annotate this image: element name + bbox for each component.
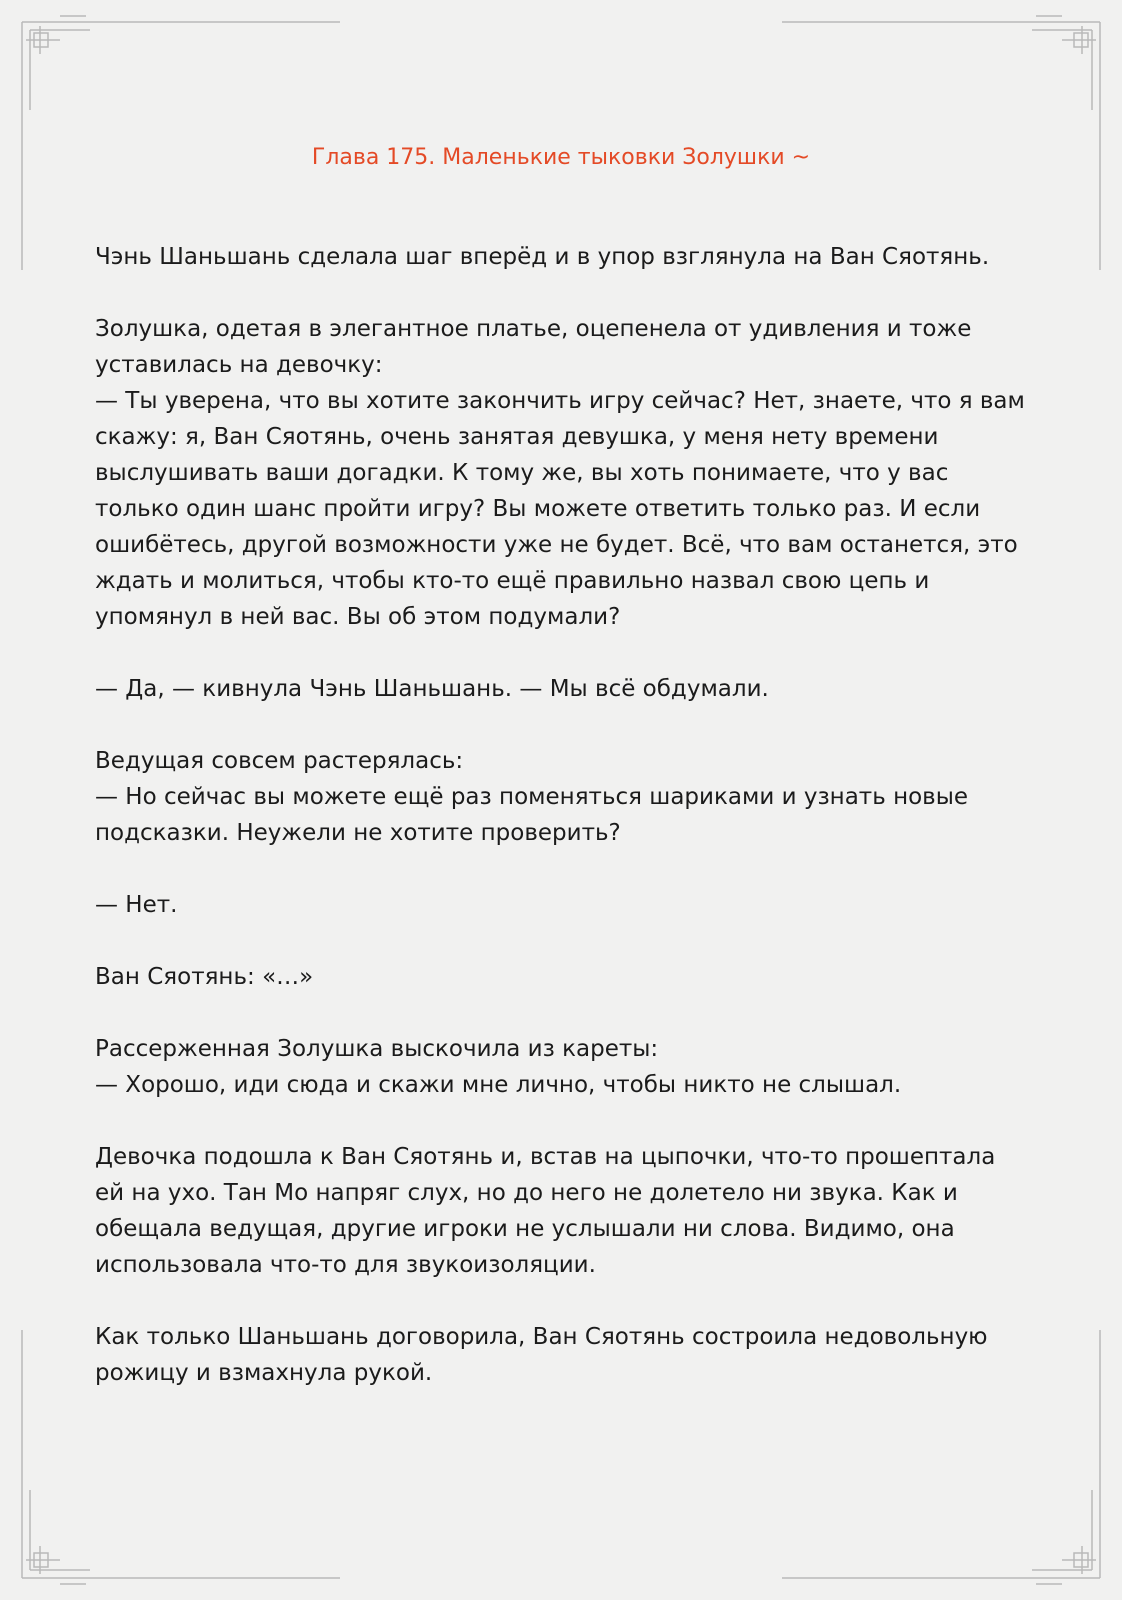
text-line: выслушивать ваши догадки. К тому же, вы хоть понимаете, что у вас [95, 460, 949, 486]
paragraph [95, 887, 1035, 923]
text-line: Чэнь Шаньшань сделала шаг вперёд и в упор взглянула на Ван Сяотянь. [95, 244, 990, 270]
text-line: — Хорошо, иди сюда и скажи мне лично, чтобы никто не слышал. [95, 1072, 902, 1098]
text-line: скажу: я, Ван Сяотянь, очень занятая девушка, у меня нету времени [95, 424, 939, 450]
chapter-body [95, 239, 1035, 1427]
text-line: ждать и молиться, чтобы кто-то ещё правильно назвал свою цепь и [95, 568, 930, 594]
text-line: упомянул в ней вас. Вы об этом подумали? [95, 604, 621, 630]
text-line: — Но сейчас вы можете ещё раз поменяться шариками и узнать новые [95, 784, 969, 810]
text-line: ей на ухо. Тан Мо напряг слух, но до него не долетело ни звука. Как и [95, 1180, 958, 1206]
paragraph [95, 743, 1035, 851]
chapter-title: Глава 175. Маленькие тыковки Золушки ~ [311, 145, 811, 170]
text-line: обещала ведущая, другие игроки не услышали ни слова. Видимо, она [95, 1216, 955, 1242]
text-line: уставилась на девочку: [95, 352, 383, 378]
paragraph [95, 1319, 1035, 1391]
paragraph [95, 671, 1035, 707]
paragraph [95, 311, 1035, 635]
text-line: Золушка, одетая в элегантное платье, оцепенела от удивления и тоже [95, 316, 972, 342]
text-line: подсказки. Неужели не хотите проверить? [95, 820, 621, 846]
text-line: Ведущая совсем растерялась: [95, 748, 464, 774]
text-line: только один шанс пройти игру? Вы можете ответить только раз. И если [95, 496, 981, 522]
paragraph [95, 1031, 1035, 1103]
text-line: — Ты уверена, что вы хотите закончить игру сейчас? Нет, знаете, что я вам [95, 388, 1025, 414]
paragraph [95, 959, 1035, 995]
text-line: Девочка подошла к Ван Сяотянь и, встав на цыпочки, что-то прошептала [95, 1144, 996, 1170]
text-line: Как только Шаньшань договорила, Ван Сяотянь состроила недовольную [95, 1324, 988, 1350]
text-line: ошибётесь, другой возможности уже не будет. Всё, что вам останется, это [95, 532, 1018, 558]
text-line: Ван Сяотянь: «…» [95, 964, 314, 990]
text-line: использовала что-то для звукоизоляции. [95, 1252, 596, 1278]
text-line: рожицу и взмахнула рукой. [95, 1360, 433, 1386]
text-line: Рассерженная Золушка выскочила из кареты: [95, 1036, 659, 1062]
paragraph [95, 239, 1035, 275]
paragraph [95, 1139, 1035, 1283]
text-line: — Нет. [95, 892, 178, 918]
text-line: — Да, — кивнула Чэнь Шаньшань. — Мы всё обдумали. [95, 676, 769, 702]
